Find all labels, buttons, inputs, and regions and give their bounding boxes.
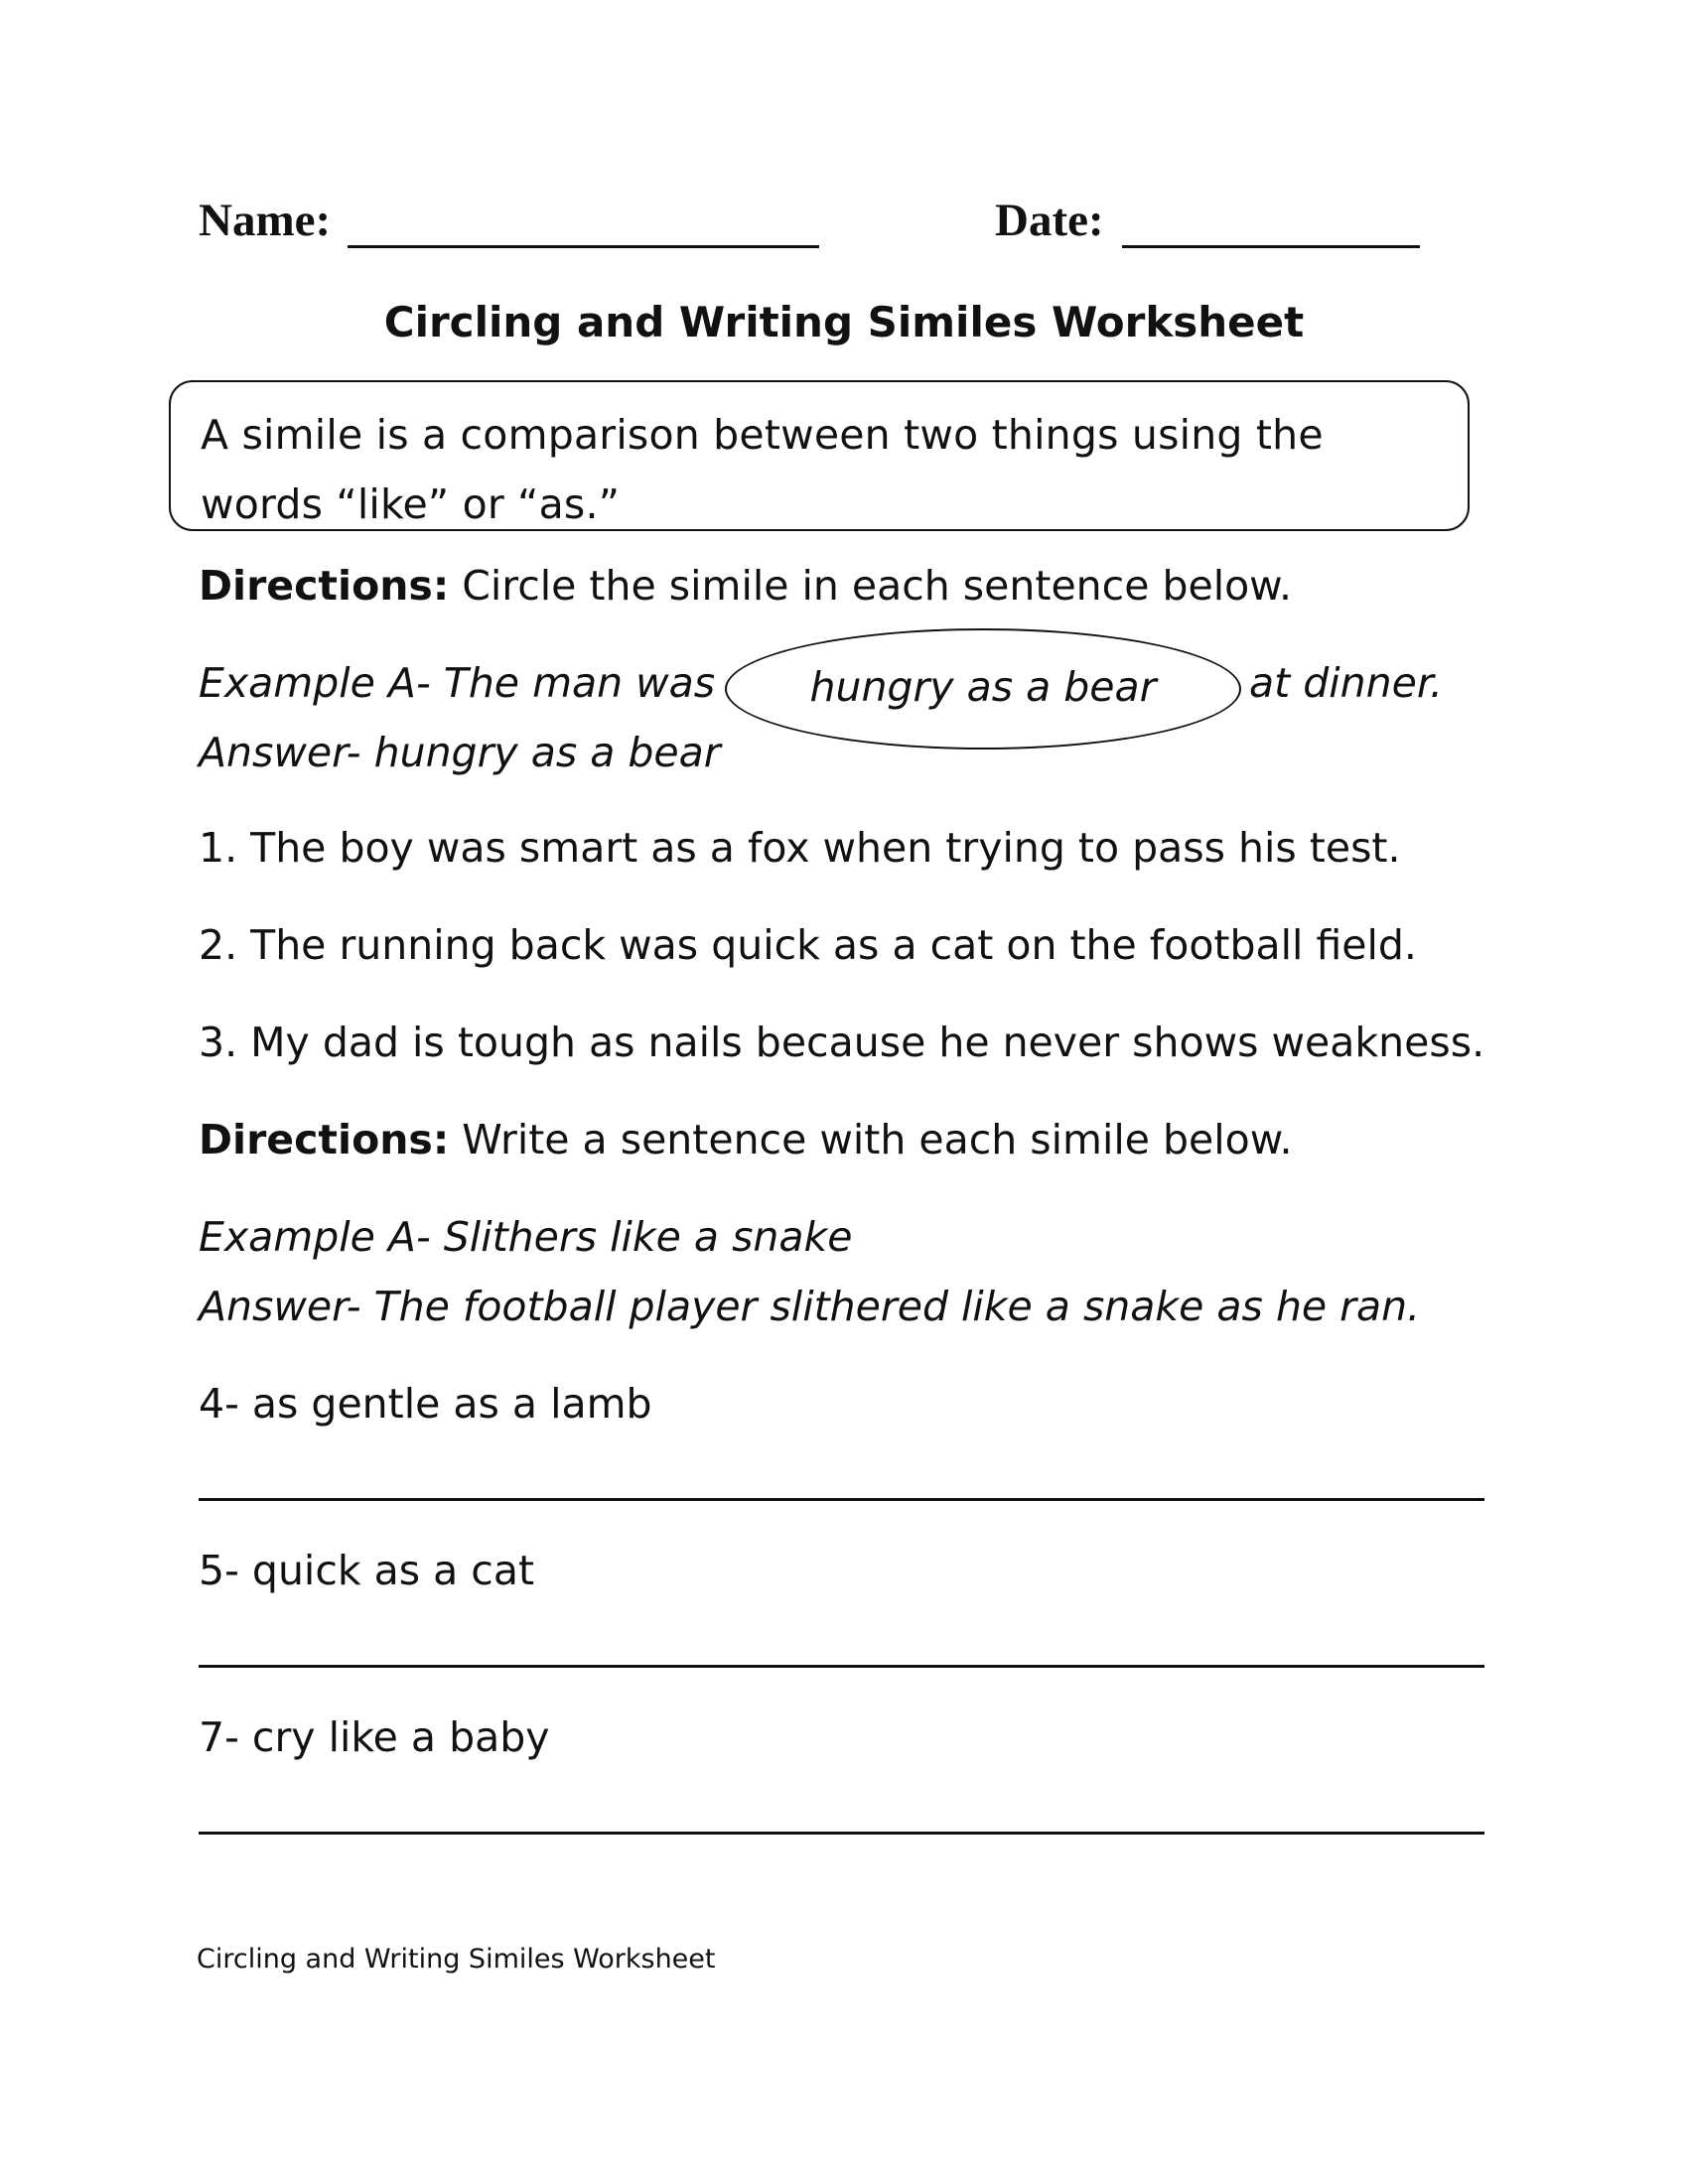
directions-label: Directions: [199,1116,450,1163]
date-label: Date: [995,195,1104,246]
write-directions [199,1116,1293,1163]
sentence-item: 1. The boy was smart as a fox when trying to pass his test. [199,824,1401,872]
simile-prompt: 5- quick as a cat [199,1547,535,1594]
simile-prompt: 7- cry like a baby [199,1713,550,1761]
sentence-item: 2. The running back was quick as a cat on the football field. [199,921,1417,969]
example-a-prefix: Example A- The man was [199,659,716,707]
date-field[interactable] [1122,194,1420,248]
definition-box [169,380,1470,531]
answer-line[interactable] [199,1498,1484,1501]
example-a-answer: Answer- hungry as a bear [199,729,721,776]
sentence-item: 3. My dad is tough as nails because he never shows weakness. [199,1019,1485,1066]
name-label: Name: [199,195,332,246]
name-field[interactable] [348,194,819,248]
simile-circle [725,628,1241,750]
circle-directions [199,562,1292,610]
example-a-suffix: at dinner. [1249,659,1443,707]
example-b: Example A- Slithers like a snake [199,1213,853,1261]
directions-text: Circle the simile in each sentence below. [449,562,1292,610]
answer-line[interactable] [199,1665,1484,1668]
directions-label: Directions: [199,562,450,610]
definition-text: A simile is a comparison between two things using the words “like” or “as.” [201,411,1324,528]
simile-prompt: 4- as gentle as a lamb [199,1380,652,1428]
directions-text: Write a sentence with each simile below. [449,1116,1293,1163]
example-b-answer: Answer- The football player slithered like a snake as he ran. [199,1283,1421,1330]
answer-line[interactable] [199,1832,1484,1835]
page-footer: Circling and Writing Similes Worksheet [197,1944,716,1975]
header-row [199,194,1440,263]
worksheet-title: Circling and Writing Similes Worksheet [383,298,1305,346]
example-simile: hungry as a bear [809,663,1157,711]
